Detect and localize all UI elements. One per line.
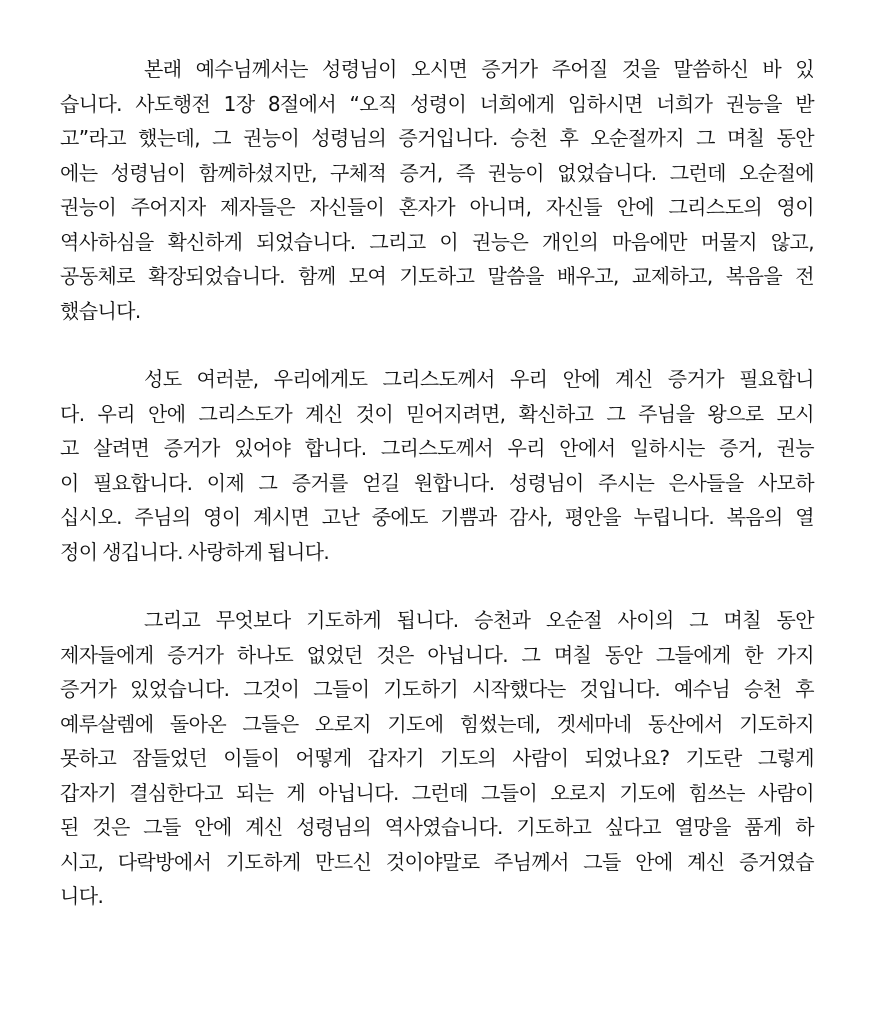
text-line: 시고, 다락방에서 기도하게 만드신 것이야말로 주님께서 그들 안에 계신 증거였습 bbox=[60, 849, 814, 874]
text-line: 증거가 있었습니다. 그것이 그들이 기도하기 시작했다는 것입니다. 예수님 승천 후 bbox=[60, 677, 814, 701]
text-line: 제자들에게 증거가 하나도 없었던 것은 아닙니다. 그 며칠 동안 그들에게 한 가지 bbox=[60, 642, 814, 667]
text-line: 그리고 무엇보다 기도하게 됩니다. 승천과 오순절 사이의 그 며칠 동안 bbox=[144, 608, 814, 632]
text-line: 니다. bbox=[60, 884, 104, 908]
text-line: 에는 성령님이 함께하셨지만, 구체적 증거, 즉 권능이 없었습니다. 그런데 오순절에 bbox=[60, 160, 814, 185]
text-line: 역사하심을 확신하게 되었습니다. 그리고 이 권능은 개인의 마음에만 머물지 않고, bbox=[60, 229, 814, 254]
paragraph-1 bbox=[60, 52, 814, 328]
paragraph-3 bbox=[60, 603, 814, 914]
text-line: 된 것은 그들 안에 계신 성령님의 역사였습니다. 기도하고 싶다고 열망을 품게 하 bbox=[60, 815, 814, 839]
text-line: 공동체로 확장되었습니다. 함께 모여 기도하고 말씀을 배우고, 교제하고, 복음을 전 bbox=[60, 264, 814, 288]
text-line: 다. 우리 안에 그리스도가 계신 것이 믿어지려면, 확신하고 그 주님을 왕으로 모시 bbox=[60, 401, 814, 426]
text-line: 본래 예수님께서는 성령님이 오시면 증거가 주어질 것을 말씀하신 바 있 bbox=[144, 57, 814, 81]
text-line: 정이 생깁니다. 사랑하게 됩니다. bbox=[60, 539, 330, 564]
text-line: 갑자기 결심한다고 되는 게 아닙니다. 그런데 그들이 오로지 기도에 힘쓰는 사람이 bbox=[60, 780, 814, 805]
text-line: 못하고 잠들었던 이들이 어떻게 갑자기 기도의 사람이 되었나요? 기도란 그렇게 bbox=[60, 746, 814, 770]
text-line: 이 필요합니다. 이제 그 증거를 얻길 원합니다. 성령님이 주시는 은사들을 사모하 bbox=[60, 470, 814, 495]
text-line: 습니다. 사도행전 1장 8절에서 “오직 성령이 너희에게 임하시면 너희가 권능을 받 bbox=[60, 91, 814, 116]
text-line: 권능이 주어지자 제자들은 자신들이 혼자가 아니며, 자신들 안에 그리스도의 영이 bbox=[60, 195, 814, 219]
text-line: 했습니다. bbox=[60, 298, 141, 323]
text-line: 고”라고 했는데, 그 권능이 성령님의 증거입니다. 승천 후 오순절까지 그 며칠 동안 bbox=[60, 126, 814, 150]
text-line: 십시오. 주님의 영이 계시면 고난 중에도 기쁨과 감사, 평안을 누립니다. 복음의 열 bbox=[60, 505, 814, 529]
paragraph-2 bbox=[60, 362, 814, 569]
text-line: 고 살려면 증거가 있어야 합니다. 그리스도께서 우리 안에서 일하시는 증거, 권능 bbox=[60, 436, 814, 460]
text-line: 성도 여러분, 우리에게도 그리스도께서 우리 안에 계신 증거가 필요합니 bbox=[144, 367, 814, 391]
document-page bbox=[60, 52, 814, 914]
text-line: 예루살렘에 돌아온 그들은 오로지 기도에 힘썼는데, 겟세마네 동산에서 기도하지 bbox=[60, 711, 814, 736]
